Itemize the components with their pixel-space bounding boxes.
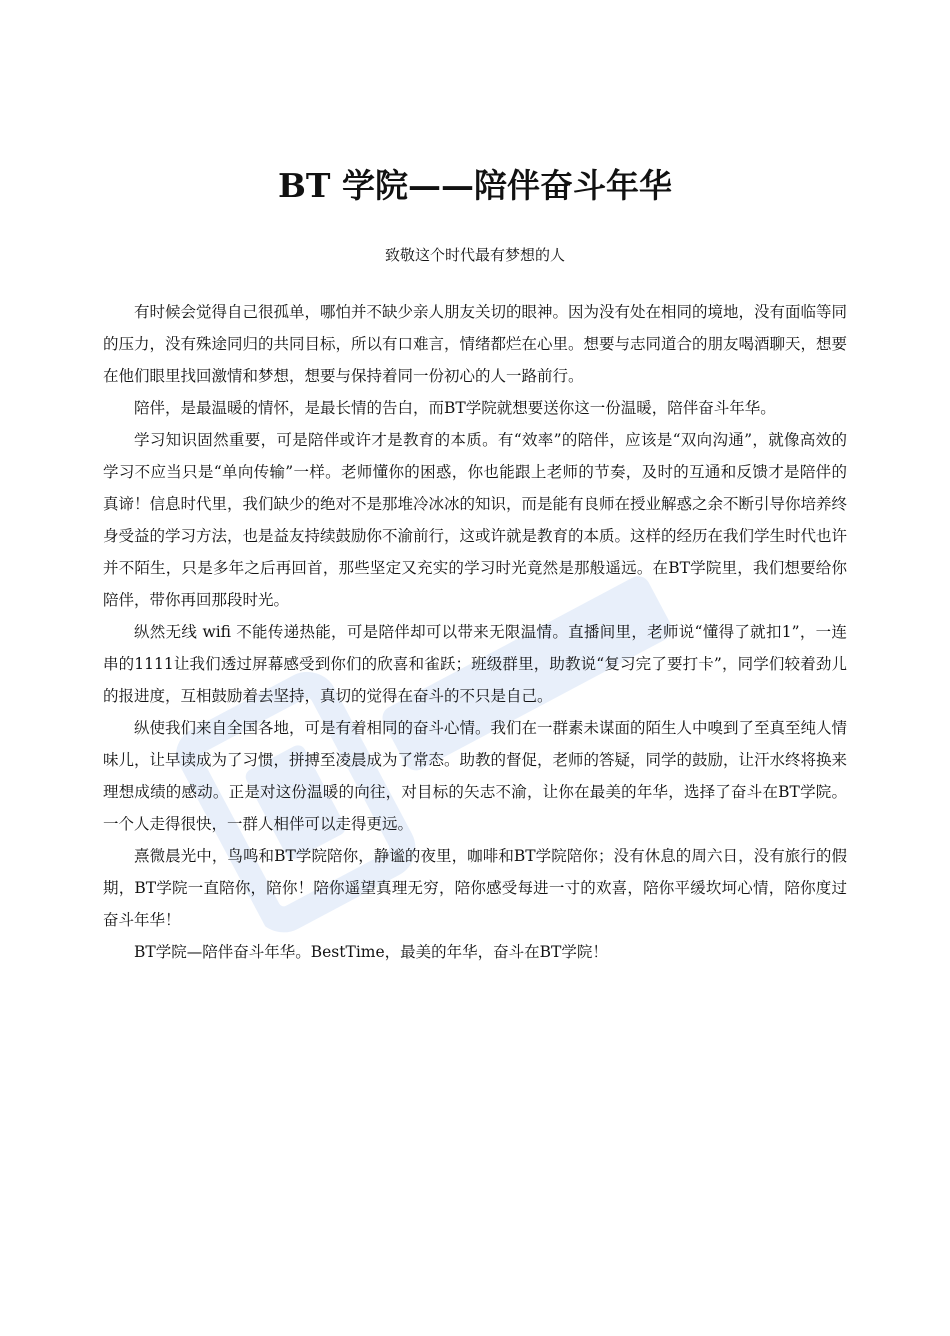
article-body	[103, 296, 847, 968]
paragraph: 纵使我们来自全国各地，可是有着相同的奋斗心情。我们在一群素未谋面的陌生人中嗅到了至真至纯人情味儿，让早读成为了习惯，拼搏至凌晨成为了常态。助教的督促，老师的答疑，同学的鼓励，让汗水终将换来理想成绩的感动。正是对这份温暖的向往，对目标的矢志不渝，让你在最美的年华，选择了奋斗在BT学院。一个人走得很快，一群人相伴可以走得更远。	[103, 719, 848, 833]
paragraph: 纵然无线 wifi 不能传递热能，可是陪伴却可以带来无限温情。直播间里，老师说“懂得了就扣1”，一连串的1111让我们透过屏幕感受到你们的欣喜和雀跃；班级群里，助教说“复习完了要打卡”，同学们较着劲儿的报进度，互相鼓励着去坚持，真切的觉得在奋斗的不只是自己。	[103, 623, 847, 705]
paragraph: 熹微晨光中，鸟鸣和BT学院陪你，静谧的夜里，咖啡和BT学院陪你；没有休息的周六日，没有旅行的假期，BT学院一直陪你，陪你！陪你遥望真理无穷，陪你感受每进一寸的欢喜，陪你平缓坎坷心情，陪你度过奋斗年华！	[103, 847, 847, 929]
page-subtitle: 致敬这个时代最有梦想的人	[384, 246, 565, 264]
paragraph: 学习知识固然重要，可是陪伴或许才是教育的本质。有“效率”的陪伴，应该是“双向沟通”，就像高效的学习不应当只是“单向传输”一样。老师懂你的困惑，你也能跟上老师的节奏，及时的互通和反馈才是陪伴的真谛！信息时代里，我们缺少的绝对不是那堆冷冰冰的知识，而是能有良师在授业解惑之余不断引导你培养终身受益的学习方法，也是益友持续鼓励你不渝前行，这或许就是教育的本质。这样的经历在我们学生时代也许并不陌生，只是多年之后再回首，那些坚定又充实的学习时光竟然是那般遥远。在BT学院里，我们想要给你陪伴，带你再回那段时光。	[103, 431, 848, 609]
paragraph: 陪伴，是最温暖的情怀，是最长情的告白，而BT学院就想要送你这一份温暖，陪伴奋斗年华。	[134, 399, 776, 417]
paragraph: 有时候会觉得自己很孤单，哪怕并不缺少亲人朋友关切的眼神。因为没有处在相同的境地，没有面临等同的压力，没有殊途同归的共同目标，所以有口难言，情绪都烂在心里。想要与志同道合的朋友喝酒聊天，想要在他们眼里找回激情和梦想，想要与保持着同一份初心的人一路前行。	[103, 303, 848, 385]
page-title: BT 学院——陪伴奋斗年华	[278, 166, 672, 205]
paragraph: BT学院—陪伴奋斗年华。BestTime，最美的年华，奋斗在BT学院！	[134, 943, 608, 961]
